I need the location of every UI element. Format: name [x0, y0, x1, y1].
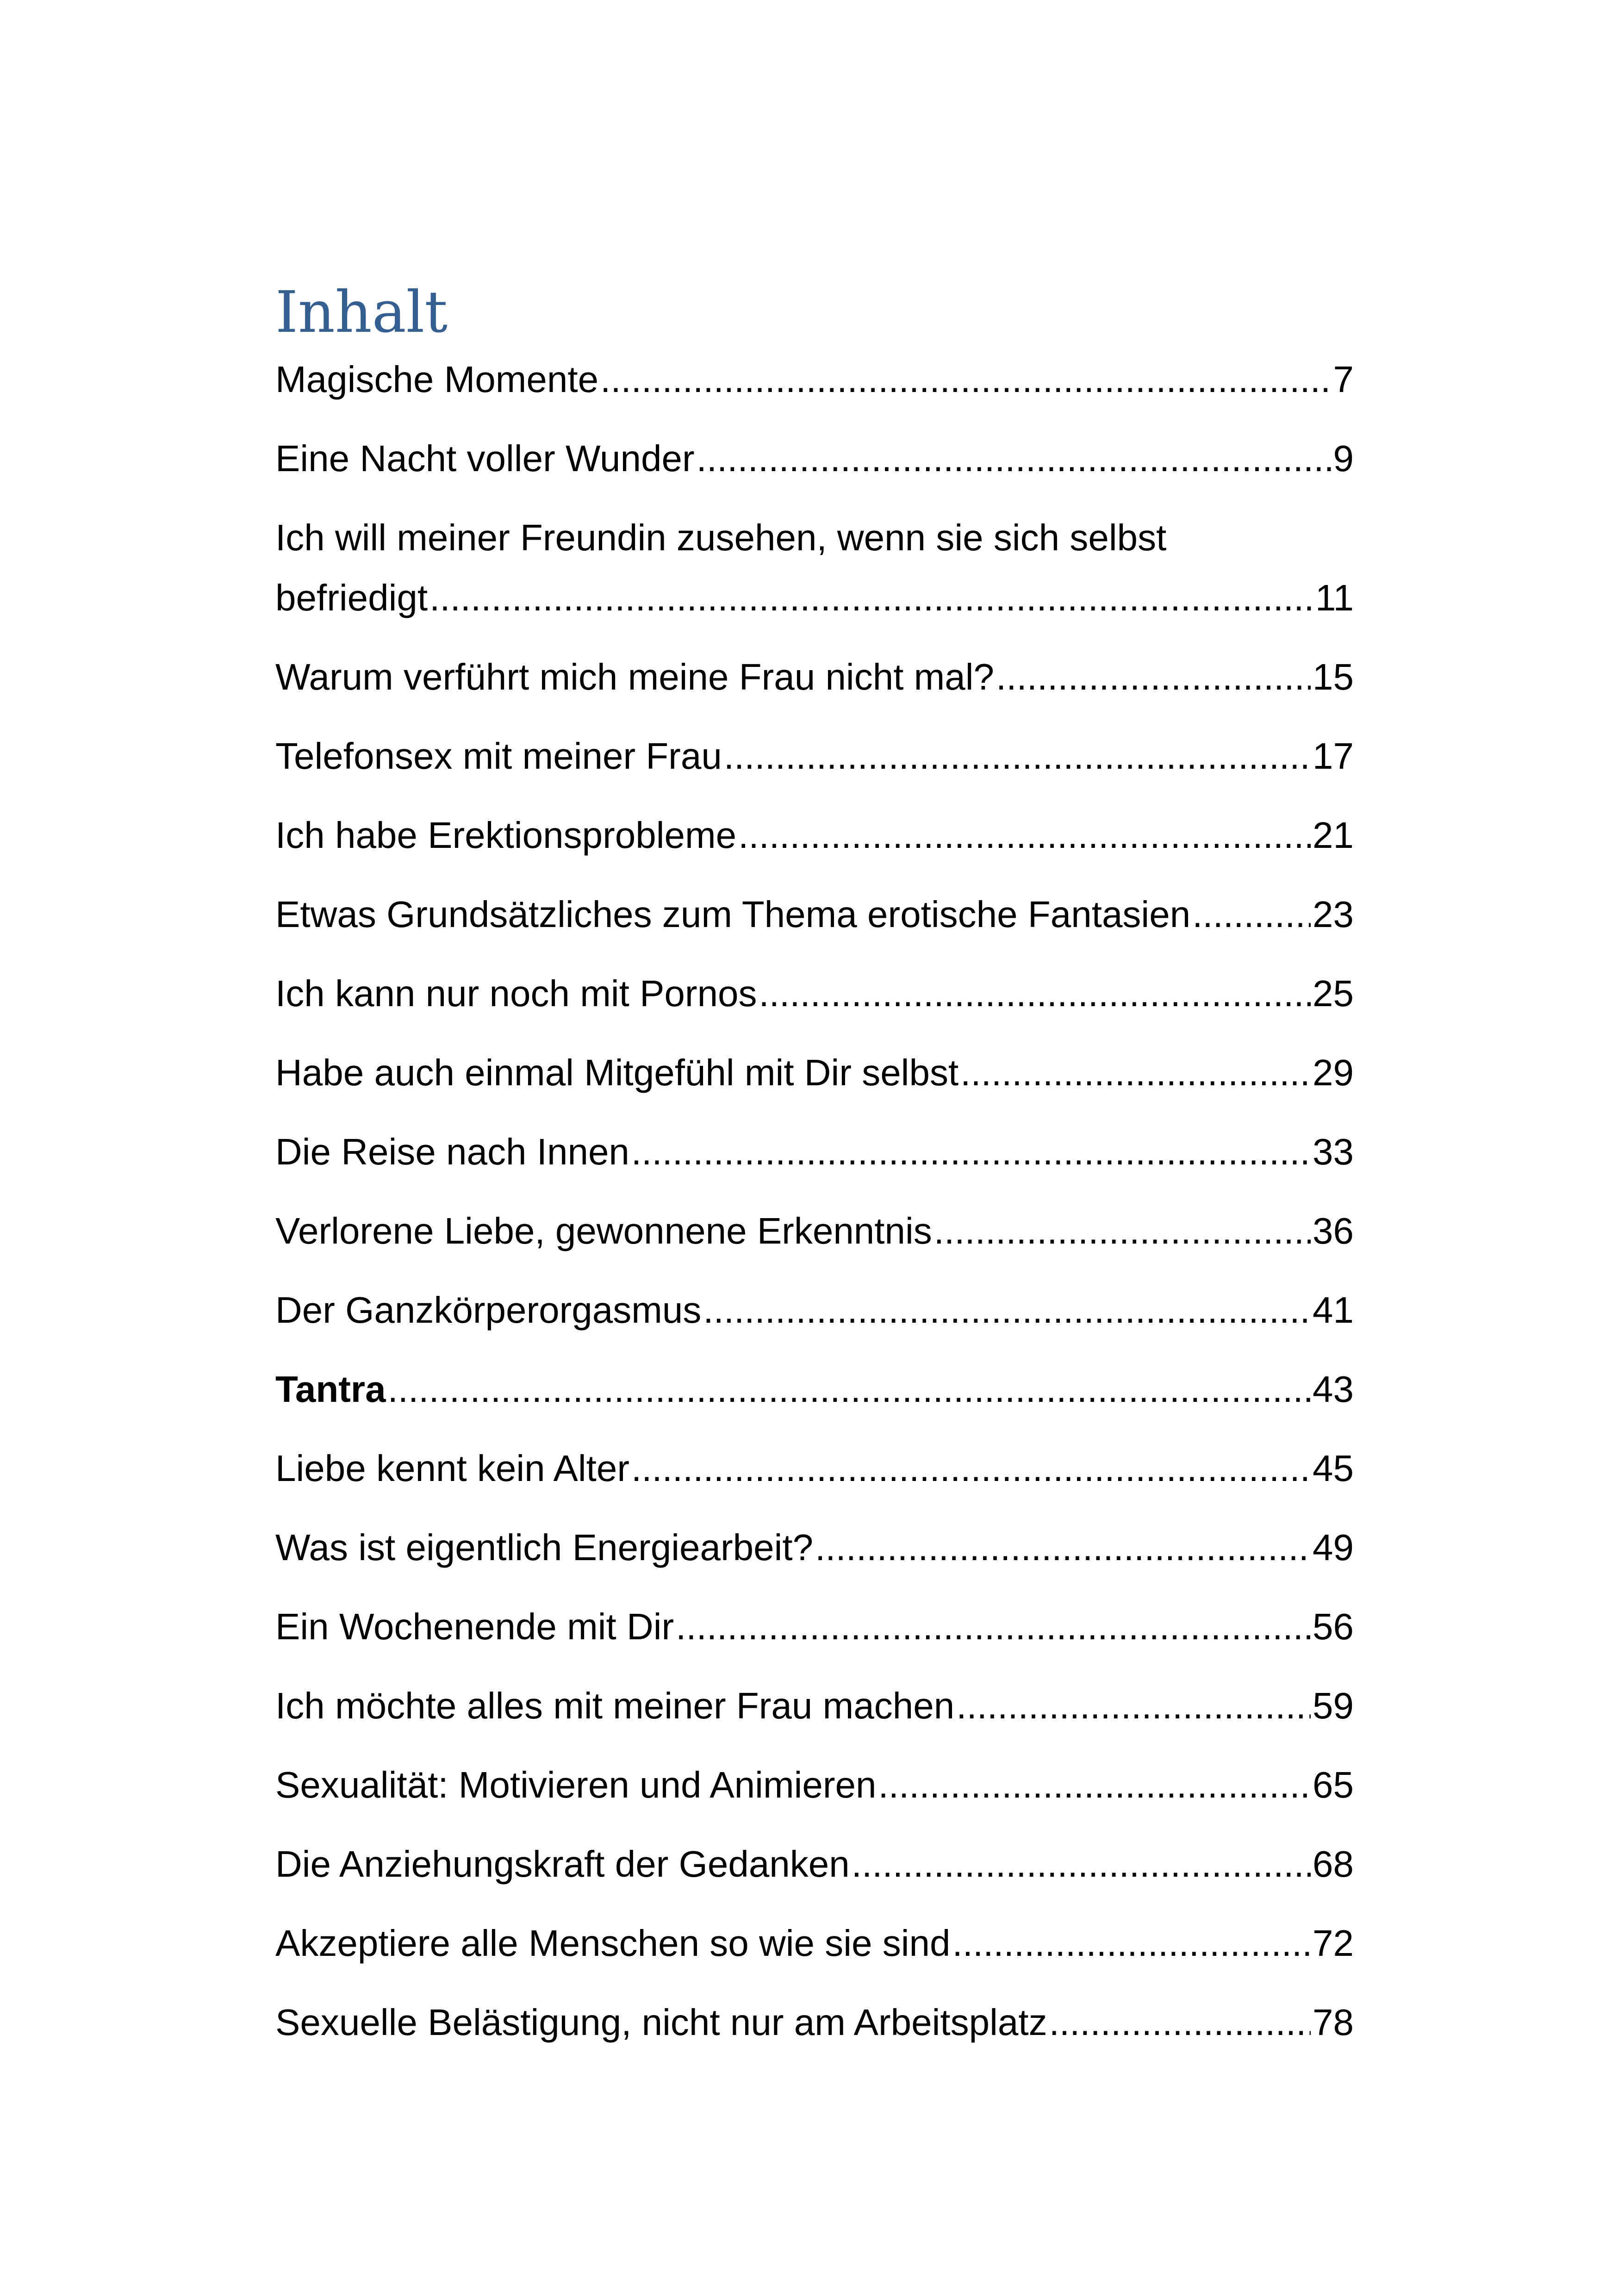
toc-entry-title: Die Reise nach Innen — [275, 1131, 629, 1172]
toc-entry-title: Telefonsex mit meiner Frau — [275, 735, 722, 777]
toc-leader-dots — [996, 647, 1311, 707]
toc-entry-title: Akzeptiere alle Menschen so wie sie sind — [275, 1923, 951, 1964]
toc-entry-title: Ich möchte alles mit meiner Frau machen — [275, 1685, 955, 1726]
toc-leader-dots — [815, 1518, 1311, 1578]
toc-list — [275, 349, 1354, 2053]
toc-entry[interactable] — [275, 1834, 1354, 1894]
toc-page-number: 15 — [1313, 656, 1354, 697]
toc-leader-dots — [759, 964, 1311, 1024]
toc-entry-title: Etwas Grundsätzliches zum Thema erotische Fantasien — [275, 894, 1191, 935]
toc-leader-dots — [600, 349, 1331, 410]
toc-entry-title: Die Anziehungskraft der Gedanken — [275, 1843, 850, 1885]
toc-entry[interactable] — [275, 726, 1354, 786]
toc-entry[interactable] — [275, 1122, 1354, 1182]
toc-entry[interactable] — [275, 1913, 1354, 1973]
toc-leader-dots — [852, 1834, 1311, 1894]
toc-entry-title: Habe auch einmal Mitgefühl mit Dir selbst — [275, 1052, 959, 1093]
toc-entry-title: Der Ganzkörperorgasmus — [275, 1289, 702, 1331]
toc-leader-dots — [697, 429, 1332, 489]
toc-entry[interactable] — [275, 1597, 1354, 1657]
toc-leader-dots — [724, 726, 1311, 786]
toc-leader-dots — [956, 1676, 1311, 1736]
toc-entry[interactable] — [275, 1676, 1354, 1736]
toc-entry[interactable] — [275, 349, 1354, 410]
toc-entry[interactable] — [275, 508, 1354, 628]
toc-entry-title: Ich kann nur noch mit Pornos — [275, 973, 757, 1014]
toc-page-number: 72 — [1313, 1923, 1354, 1964]
toc-entry[interactable] — [275, 1280, 1354, 1340]
toc-page-number: 56 — [1313, 1606, 1354, 1647]
toc-page-number: 59 — [1313, 1685, 1354, 1726]
toc-page-number: 25 — [1313, 973, 1354, 1014]
toc-page-number: 7 — [1333, 359, 1354, 400]
toc-entry[interactable] — [275, 429, 1354, 489]
toc-page-number: 43 — [1313, 1369, 1354, 1410]
toc-page-number: 45 — [1313, 1448, 1354, 1489]
toc-page-number: 29 — [1313, 1052, 1354, 1093]
toc-leader-dots — [1192, 884, 1311, 945]
toc-page-number: 33 — [1313, 1131, 1354, 1172]
toc-page-number: 23 — [1313, 894, 1354, 935]
toc-entry-title: Sexualität: Motivieren und Animieren — [275, 1764, 877, 1805]
toc-leader-dots — [429, 568, 1313, 628]
toc-leader-dots — [952, 1913, 1311, 1973]
toc-entry-title: Ich habe Erektionsprobleme — [275, 815, 737, 856]
toc-entry[interactable] — [275, 1043, 1354, 1103]
toc-entry[interactable] — [275, 647, 1354, 707]
toc-entry[interactable] — [275, 805, 1354, 865]
toc-entry-title-continued — [275, 568, 1354, 628]
toc-leader-dots — [878, 1755, 1311, 1815]
toc-entry-title: Eine Nacht voller Wunder — [275, 438, 695, 479]
toc-entry[interactable] — [275, 1518, 1354, 1578]
toc-entry-title: Warum verführt mich meine Frau nicht mal? — [275, 656, 995, 697]
toc-leader-dots — [388, 1359, 1311, 1419]
toc-entry-title: Magische Momente — [275, 359, 599, 400]
toc-entry-title: Was ist eigentlich Energiearbeit? — [275, 1527, 814, 1568]
toc-leader-dots — [960, 1043, 1311, 1103]
toc-entry-title: Verlorene Liebe, gewonnene Erkenntnis — [275, 1210, 932, 1251]
toc-leader-dots — [631, 1438, 1311, 1499]
toc-page-number: 9 — [1333, 438, 1354, 479]
toc-entry[interactable] — [275, 1438, 1354, 1499]
toc-page-number: 41 — [1313, 1289, 1354, 1331]
toc-leader-dots — [631, 1122, 1311, 1182]
toc-page-number: 11 — [1315, 577, 1354, 618]
toc-leader-dots — [676, 1597, 1311, 1657]
toc-entry-title: Sexuelle Belästigung, nicht nur am Arbeitsplatz — [275, 2002, 1047, 2043]
toc-page-number: 78 — [1313, 2002, 1354, 2043]
toc-entry-title: Tantra — [275, 1369, 386, 1410]
toc-entry-title-line2: befriedigt — [275, 577, 428, 618]
toc-leader-dots — [1049, 1992, 1311, 2053]
toc-heading: Inhalt — [275, 279, 448, 346]
toc-entry-title: Liebe kennt kein Alter — [275, 1448, 629, 1489]
toc-entry[interactable] — [275, 884, 1354, 945]
toc-page-number: 49 — [1313, 1527, 1354, 1568]
toc-entry[interactable] — [275, 964, 1354, 1024]
toc-leader-dots — [738, 805, 1311, 865]
toc-entry[interactable] — [275, 1992, 1354, 2053]
toc-entry[interactable] — [275, 1359, 1354, 1419]
toc-page-number: 36 — [1313, 1210, 1354, 1251]
toc-page-number: 65 — [1313, 1764, 1354, 1805]
toc-page-number: 21 — [1313, 815, 1354, 856]
toc-entry-title: Ein Wochenende mit Dir — [275, 1606, 674, 1647]
table-of-contents — [275, 273, 1354, 2072]
toc-entry[interactable] — [275, 1201, 1354, 1261]
toc-page-number: 17 — [1313, 735, 1354, 777]
toc-leader-dots — [703, 1280, 1311, 1340]
toc-leader-dots — [934, 1201, 1311, 1261]
toc-entry[interactable] — [275, 1755, 1354, 1815]
toc-page-number: 68 — [1313, 1843, 1354, 1885]
toc-entry-title: Ich will meiner Freundin zusehen, wenn sie sich selbst — [275, 517, 1167, 558]
